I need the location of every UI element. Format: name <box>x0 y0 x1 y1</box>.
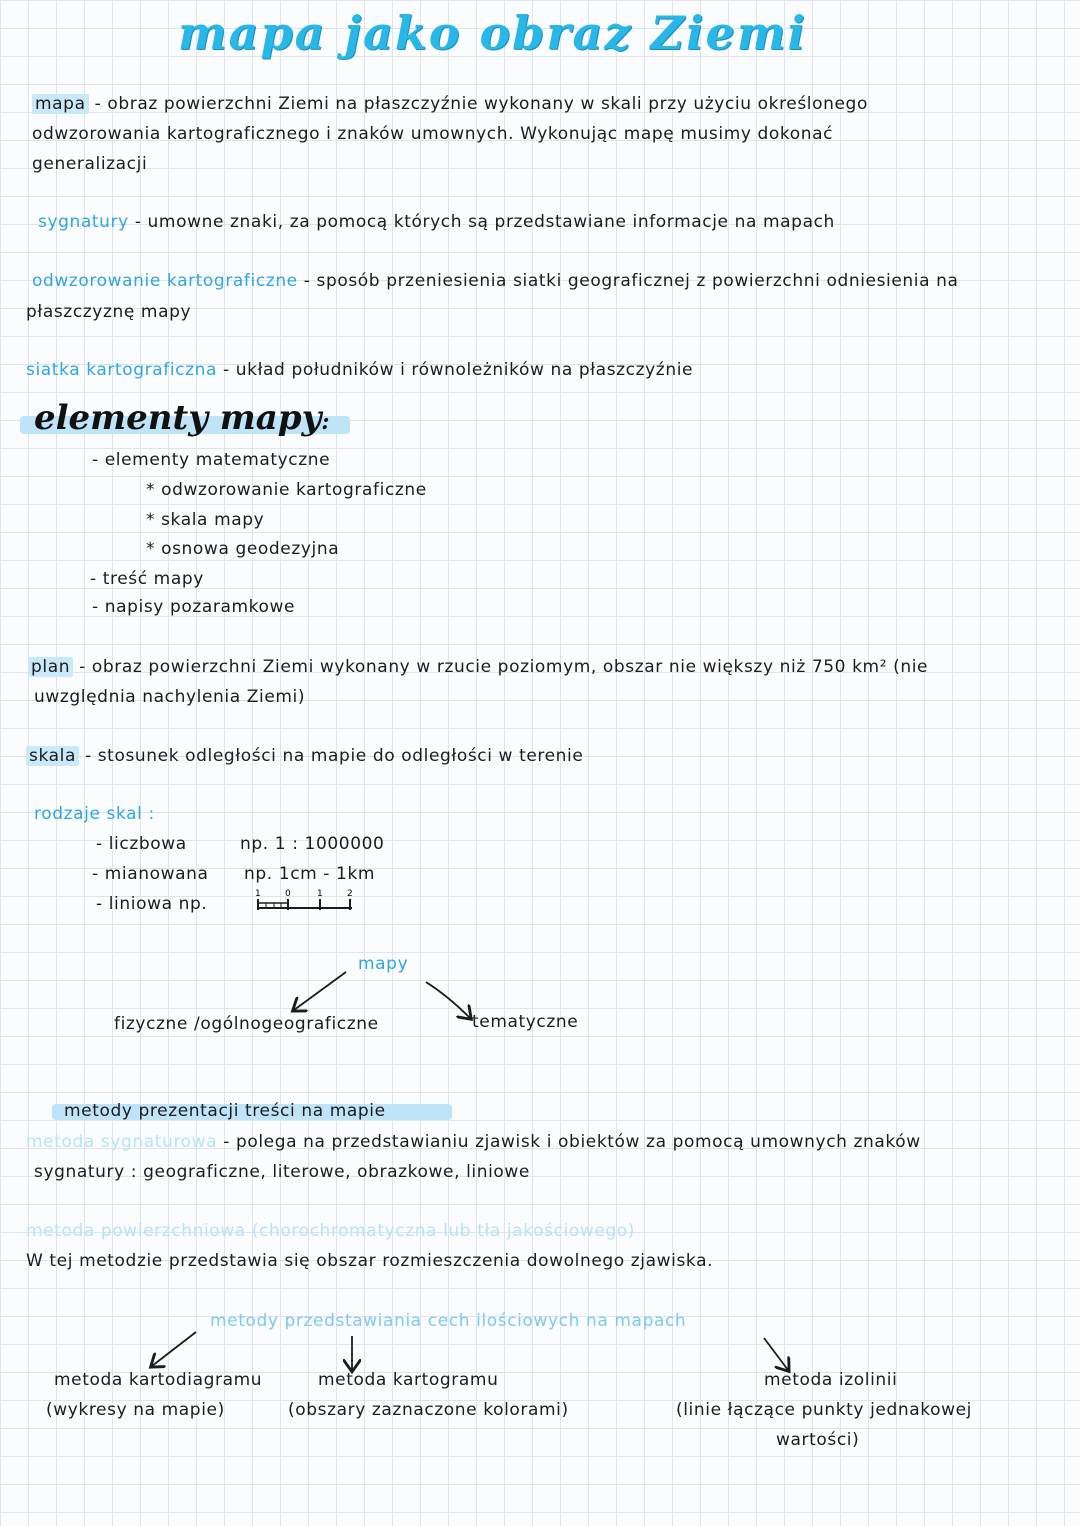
plan-definition-line2: uwzględnia nachylenia Ziemi) <box>34 687 306 707</box>
elementy-item: - elementy matematyczne <box>92 450 331 470</box>
mapa-definition-line2: odwzorowania kartograficznego i znaków umownych. Wykonując mapę musimy dokonać <box>32 124 834 144</box>
siatka-text: - układ południków i równoleżników na płaszczyźnie <box>223 360 694 380</box>
rodzaj-name: - liczbowa <box>96 834 187 854</box>
scale-tick-label: 1 <box>255 889 261 899</box>
scale-tick-label: 1 <box>317 889 323 899</box>
elementy-subitem: * odwzorowanie kartograficzne <box>146 480 427 500</box>
elementy-subitem: * skala mapy <box>146 510 265 530</box>
plan-text: - obraz powierzchni Ziemi wykonany w rzucie poziomym, obszar nie większy niż 750 km² (nie <box>79 657 929 677</box>
izolinie-desc: wartości) <box>776 1430 860 1450</box>
kartogram-desc: (obszary zaznaczone kolorami) <box>288 1400 569 1420</box>
sygnatury-term: sygnatury <box>38 212 129 232</box>
izolinie-label: metoda izolinii <box>764 1370 898 1390</box>
odwzorowanie-text: - sposób przeniesienia siatki geograficznej z powierzchni odniesienia na <box>303 271 959 291</box>
odwzorowanie-definition-line2: płaszczyznę mapy <box>26 302 192 322</box>
elementy-item: - treść mapy <box>90 569 204 589</box>
ilosciowe-heading: metody przedstawiania cech ilościowych na mapach <box>210 1311 687 1331</box>
scale-tick-label: 2 <box>347 889 353 899</box>
arrow-to-kartodiagram <box>152 1332 196 1366</box>
sygnaturowa-text: - polega na przedstawianiu zjawisk i obiektów za pomocą umownych znaków <box>223 1132 921 1152</box>
sygnaturowa-term: metoda sygnaturowa <box>26 1132 218 1152</box>
powierzchniowa-text: W tej metodzie przedstawia się obszar rozmieszczenia dowolnego zjawiska. <box>26 1251 714 1271</box>
rodzaj-example: np. 1 : 1000000 <box>240 834 385 854</box>
rodzaje-heading: rodzaje skal : <box>34 804 155 824</box>
arrow-to-fizyczne <box>294 972 346 1010</box>
mapy-tree-right: tematyczne <box>472 1012 579 1032</box>
odwzorowanie-term: odwzorowanie kartograficzne <box>32 271 298 291</box>
mapa-term: mapa <box>32 94 89 114</box>
kartodiagram-label: metoda kartodiagramu <box>54 1370 263 1390</box>
elementy-heading-text: elementy mapy <box>34 398 322 438</box>
kartogram-label: metoda kartogramu <box>318 1370 499 1390</box>
mapy-tree-root: mapy <box>358 954 409 974</box>
skala-term: skala <box>26 746 79 766</box>
scale-tick-label: 0 <box>285 889 291 899</box>
elementy-subitem: * osnowa geodezyjna <box>146 539 340 559</box>
mapa-definition-line3: generalizacji <box>32 154 148 174</box>
metody-heading: metody prezentacji treści na mapie <box>64 1101 386 1121</box>
rodzaj-example: np. 1cm - 1km <box>244 864 376 884</box>
sygnatury-types: sygnatury : geograficzne, literowe, obrazkowe, liniowe <box>34 1162 530 1182</box>
rodzaj-name: - liniowa np. <box>96 894 208 914</box>
arrow-to-tematyczne <box>426 982 470 1018</box>
plan-term: plan <box>28 657 73 677</box>
mapy-tree-left: fizyczne /ogólnogeograficzne <box>114 1014 379 1034</box>
izolinie-desc: (linie łączące punkty jednakowej <box>676 1400 972 1420</box>
elementy-heading-colon: : <box>321 409 330 435</box>
sygnatury-text: - umowne znaki, za pomocą których są przedstawiane informacje na mapach <box>134 212 835 232</box>
kartodiagram-desc: (wykresy na mapie) <box>46 1400 225 1420</box>
powierzchniowa-term: metoda powierzchniowa (chorochromatyczna lub tła jakościowego) <box>26 1221 636 1241</box>
rodzaj-name: - mianowana <box>92 864 209 884</box>
page-title: mapa jako obraz Ziemi <box>178 6 807 60</box>
siatka-term: siatka kartograficzna <box>26 360 218 380</box>
arrow-to-izolinie <box>764 1338 788 1370</box>
mapa-text: - obraz powierzchni Ziemi na płaszczyźnie wykonany w skali przy użyciu określonego <box>94 94 868 114</box>
elementy-item: - napisy pozaramkowe <box>92 597 296 617</box>
skala-text: - stosunek odległości na mapie do odległości w terenie <box>84 746 584 766</box>
